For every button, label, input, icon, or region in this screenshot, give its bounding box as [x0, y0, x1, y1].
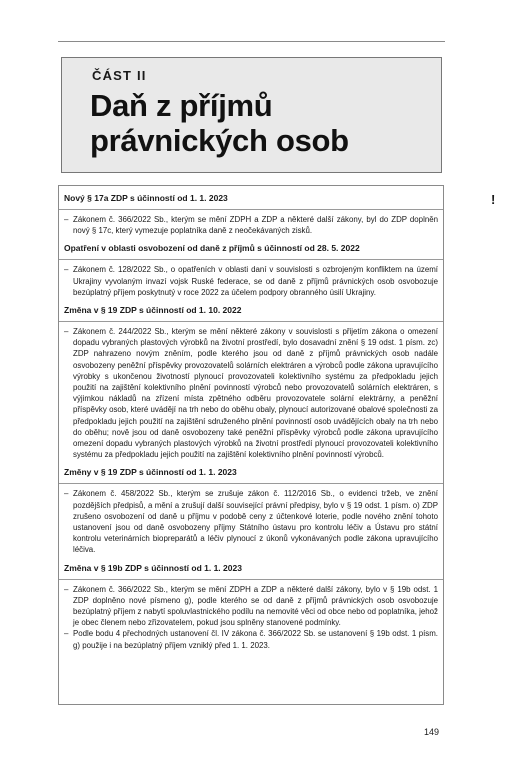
change-section — [59, 305, 443, 460]
change-entry — [64, 214, 438, 236]
entry-text: Zákonem č. 366/2022 Sb., kterým se mění ZDPH a ZDP a některé další zákony, bylo v § 19b odst. 1 ZDP doplněno nové písmeno g), podle kterého se od daně z příjmů právnických osob osvobozuje bezúplatný příjem z nabytí spoluvlastnického podílu na nemovité věci od obce nebo od poplatníka, jehož je obec členem nebo zřizovatelem, pokud jsou splněny stanovené podmínky. — [73, 584, 438, 628]
change-entry — [64, 326, 438, 460]
section-divider — [59, 321, 443, 322]
change-section — [59, 243, 443, 298]
entry-text: Zákonem č. 458/2022 Sb., kterým se zrušuje zákon č. 112/2016 Sb., o evidenci tržeb, ve znění pozdějších předpisů, a mění a zrušují další související právní předpisy, bylo v § 19 odst. 1 písm. o) ZDP zrušeno osvobození od daně u příjmu v podobě ceny z účtenkové loterie, podle nového znění tohoto ustanovení jsou od daně osvobozeny příjmy Státního ústavu pro kontrolu léčiv a Ústavu pro státní kontrolu veterinárních biopreparátů a léčiv plynoucí z úkonů vykonávaných podle zákona upravujícího léčiva. — [73, 489, 438, 555]
section-divider — [59, 483, 443, 484]
legislative-changes-box — [58, 185, 444, 705]
section-divider — [59, 209, 443, 210]
change-entry — [64, 488, 438, 555]
change-entry — [64, 264, 438, 298]
entry-dash: – — [64, 489, 69, 499]
section-title: Opatření v oblasti osvobození od daně z příjmů s účinností od 28. 5. 2022 — [64, 243, 360, 254]
entry-text: Zákonem č. 244/2022 Sb., kterým se mění některé zákony v souvislosti s přijetím zákona o omezení dopadu vybraných plastových výrobků na životní prostředí, bylo dosavadní znění § 19 odst. 1 písm. zc) ZDP nahrazeno novým zněním, podle kterého jsou od daně z příjmů právnických osob nadále osvobozeny peněžní příspěvky provozovatelů solárních elektráren a výrobců podle zákona upravujícího výrobky s ukončenou životností plynoucí provozovateli kolektivního systému za předpokladu jejich použití na zajištění kolektivního plnění povinností výrobců nebo provozovatelů solárních elektráren, s výjimkou nákladů na zřízení místa zpětného odběru provozovatele solární elektrárny, a peněžní příspěvky osob, které uvádějí na trh nebo do oběhu obaly, plynoucí autorizované obalové společnosti za předpokladu jejich použití na zajištění sdruženého plnění povinností osob uvádějících obaly na trh nebo do oběhu; nově jsou od daně osvobozeny také peněžní příspěvky výrobců podle zákona upravujícího omezení dopadu vybraných plastových výrobků na životní prostředí plynoucí provozovateli kolektivního systému za předpokladu jejich použití na zajištění kolektivního plnění povinností výrobců. — [73, 327, 438, 460]
page-number: 149 — [424, 727, 440, 737]
section-title: Změna v § 19b ZDP s účinností od 1. 1. 2023 — [64, 562, 242, 573]
section-divider — [59, 579, 443, 580]
part-header-box — [61, 57, 442, 173]
change-section — [59, 467, 443, 555]
change-entry — [64, 584, 438, 629]
section-title: Změny v § 19 ZDP s účinností od 1. 1. 2023 — [64, 467, 237, 478]
section-title: Nový § 17a ZDP s účinností od 1. 1. 2023 — [64, 193, 228, 203]
change-entry — [64, 628, 438, 650]
section-divider — [59, 259, 443, 260]
exclamation-icon: ! — [491, 192, 496, 207]
entry-text: Podle bodu 4 přechodných ustanovení čl. IV zákona č. 366/2022 Sb. se ustanovení § 19b odst. 1 písm. g) použije i na bezúplatný příjem vzniklý před 1. 1. 2023. — [73, 629, 438, 650]
section-title: Změna v § 19 ZDP s účinností od 1. 10. 2022 — [64, 305, 242, 316]
change-section — [59, 563, 443, 651]
entry-dash: – — [64, 265, 69, 275]
part-label: ČÁST II — [92, 68, 147, 83]
entry-dash: – — [64, 327, 69, 337]
entry-dash: – — [64, 215, 69, 224]
entry-dash: – — [64, 629, 69, 639]
entry-dash: – — [64, 584, 69, 594]
change-section — [59, 193, 443, 236]
entry-text: Zákonem č. 128/2022 Sb., o opatřeních v oblasti daní v souvislosti s ozbrojeným konfliktem na území Ukrajiny vyvolaným invazí vojsk Ruské federace, se od daně z příjmů právnických osob osvobozuje bezúplatný příjem poskytnutý v roce 2022 za účelem podpory obranného úsilí Ukrajiny. — [73, 265, 438, 297]
top-rule — [58, 41, 445, 42]
chapter-title: Daň z příjmů právnických osob — [90, 88, 349, 158]
entry-text: Zákonem č. 366/2022 Sb., kterým se mění ZDPH a ZDP a některé další zákony, byl do ZDP doplněn nový § 17c, který vymezuje poplatníka daně z neočekávaných zisků. — [73, 215, 438, 236]
